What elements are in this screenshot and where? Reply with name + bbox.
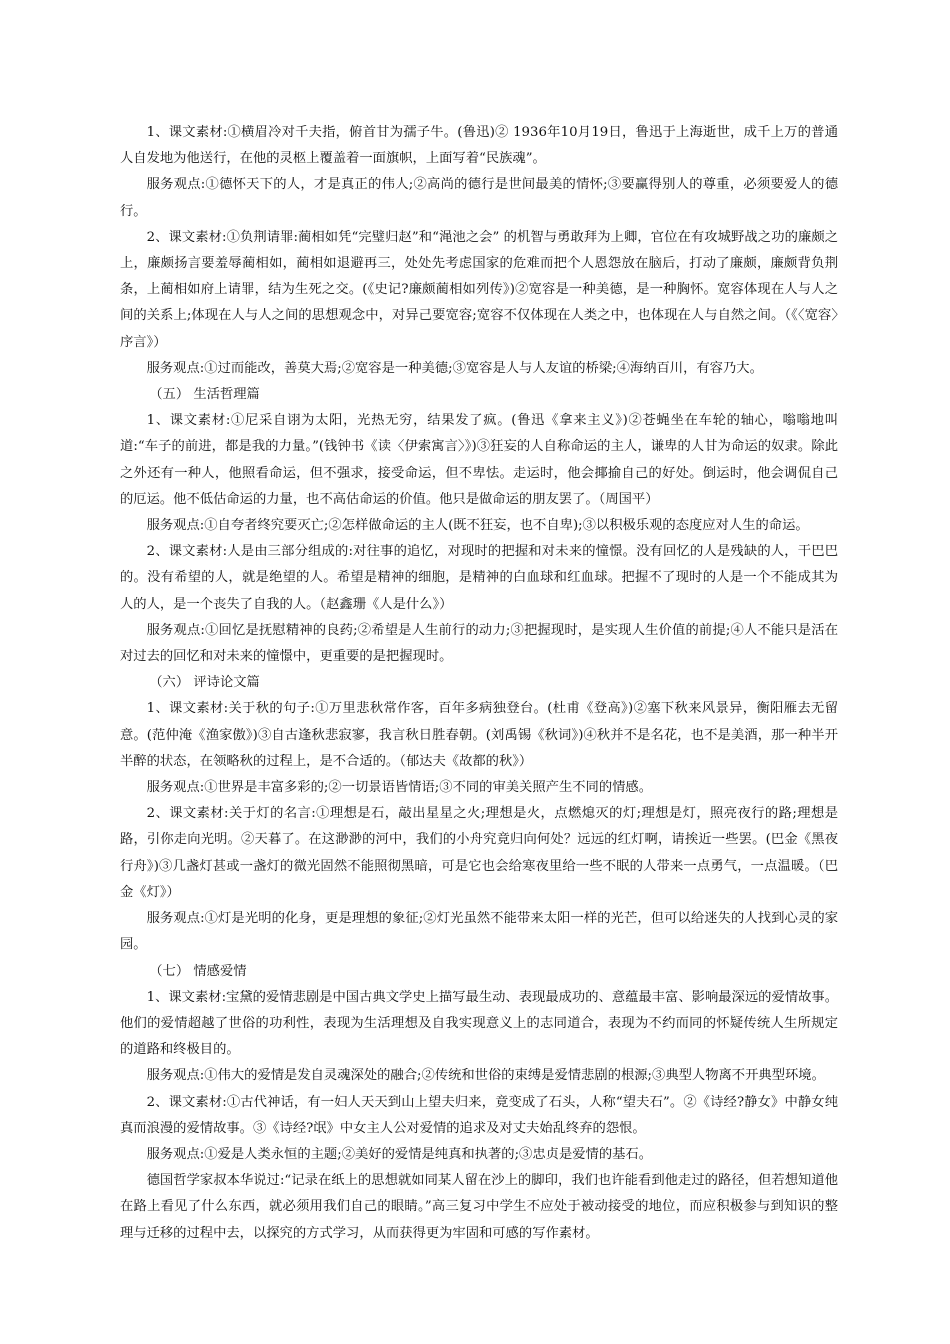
material-paragraph: 1、课文素材:关于秋的句子:①万里悲秋常作客，百年多病独登台。(杜甫《登高》)②塞下秋来风景异，衡阳雁去无留意。(范仲淹《渔家傲》)③自古逢秋悲寂寥，我言秋日胜春朝。(刘禹锡《秋词》)④秋并不是名花，也不是美酒，那一种半开半醉的状态，在领略秋的过程上，是不合适的。（郁达夫《故都的秋》） [120,701,838,769]
viewpoint-paragraph: 服务观点:①过而能改，善莫大焉;②宽容是一种美德;③宽容是人与人友谊的桥梁;④海纳百川，有容乃大。 [146,360,763,376]
material-paragraph: 2、课文素材:①负荆请罪:蔺相如凭“完璧归赵”和“渑池之会” 的机智与勇敢拜为上卿，官位在有攻城野战之功的廉颇之上，廉颇扬言要羞辱蔺相如，蔺相如退避再三，处处先考虑国家的危难而把个人恩怨放在脑后，打动了廉颇，廉颇背负荆条，上蔺相如府上请罪，结为生死之交。(《史记?廉颇蔺相如列传》)②宽容是一种美德，是一种胸怀。宽容体现在人与人之间的关系上;体现在人与人之间的思想观念中，对异己要宽容;宽容不仅体现在人类之中，也体现在人与自然之间。（《〈宽容〉序言》） [120,229,838,350]
material-paragraph: 2、课文素材:①古代神话，有一妇人天天到山上望夫归来，竟变成了石头，人称“望夫石”。②《诗经?静女》中静女纯真而浪漫的爱情故事。③《诗经?氓》中女主人公对爱情的追求及对丈夫始乱终弃的怨恨。 [120,1094,838,1136]
material-paragraph: 2、课文素材:关于灯的名言:①理想是石，敲出星星之火;理想是火，点燃熄灭的灯;理想是灯，照亮夜行的路;理想是路，引你走向光明。②天暮了。在这渺渺的河中，我们的小舟究竟归向何处？远远的红灯啊，请挨近一些罢。(巴金《黑夜行舟》)③几盏灯甚或一盏灯的微光固然不能照彻黑暗，可是它也会给寒夜里给一些不眠的人带来一点勇气，一点温暖。（巴金《灯》） [120,806,838,900]
viewpoint-paragraph: 服务观点:①德怀天下的人，才是真正的伟人;②高尚的德行是世间最美的情怀;③要赢得别人的尊重，必须要爱人的德行。 [120,177,838,219]
section-heading: （五） 生活哲理篇 [149,387,260,403]
section-heading: （七） 情感爱情 [149,963,247,979]
document-page [120,120,838,1247]
viewpoint-paragraph: 服务观点:①自夸者终究要灭亡;②怎样做命运的主人(既不狂妄，也不自卑);③以积极乐观的态度应对人生的命运。 [146,518,809,534]
material-paragraph: 1、课文素材:宝黛的爱情悲剧是中国古典文学史上描写最生动、表现最成功的、意蕴最丰富、影响最深远的爱情故事。他们的爱情超越了世俗的功利性，表现为生活理想及自我实现意义上的志同道合，表现为不约而同的怀疑传统人生所规定的道路和终极目的。 [120,989,838,1058]
viewpoint-paragraph: 服务观点:①爱是人类永恒的主题;②美好的爱情是纯真和执著的;③忠贞是爱情的基石。 [146,1146,653,1162]
material-paragraph: 1、课文素材:①尼采自诩为太阳，光热无穷，结果发了疯。(鲁迅《拿来主义》)②苍蝇坐在车轮的轴心，嗡嗡地叫道:“车子的前进，都是我的力量。”(钱钟书《读〈伊索寓言〉》)③狂妄的人自称命运的主人，谦卑的人甘为命运的奴隶。除此之外还有一种人，他照看命运，但不强求，接受命运，但不卑怯。走运时，他会揶揄自己的好处。倒运时，他会调侃自己的厄运。他不低估命运的力量，也不高估命运的价值。他只是做命运的朋友罢了。（周国平） [120,413,838,507]
viewpoint-paragraph: 服务观点:①伟大的爱情是发自灵魂深处的融合;②传统和世俗的束缚是爱情悲剧的根源;③典型人物离不开典型环境。 [146,1068,825,1084]
section-heading: （六） 评诗论文篇 [149,675,260,691]
viewpoint-paragraph: 服务观点:①灯是光明的化身，更是理想的象征;②灯光虽然不能带来太阳一样的光芒，但可以给迷失的人找到心灵的家园。 [120,911,838,953]
viewpoint-paragraph: 服务观点:①回忆是抚慰精神的良药;②希望是人生前行的动力;③把握现时，是实现人生价值的前提;④人不能只是活在对过去的回忆和对未来的憧憬中，更重要的是把握现时。 [120,622,838,665]
viewpoint-paragraph: 服务观点:①世界是丰富多彩的;②一切景语皆情语;③不同的审美关照产生不同的情感。 [146,780,653,796]
closing-paragraph: 德国哲学家叔本华说过:“记录在纸上的思想就如同某人留在沙上的脚印，我们也许能看到他走过的路径，但若想知道他在路上看见了什么东西，就必须用我们自己的眼睛。”高三复习中学生不应处于被动接受的地位，而应积极参与到知识的整理与迁移的过程中去，以探究的方式学习，从而获得更为牢固和可感的写作素材。 [120,1173,838,1241]
material-paragraph: 2、课文素材:人是由三部分组成的:对往事的追忆，对现时的把握和对未来的憧憬。没有回忆的人是残缺的人，干巴巴的。没有希望的人，就是绝望的人。希望是精神的细胞，是精神的白血球和红血球。把握不了现时的人是一个不能成其为人的人，是一个丧失了自我的人。（赵鑫珊《人是什么》） [120,544,838,612]
material-paragraph: 1、课文素材:①横眉冷对千夫指，俯首甘为孺子牛。(鲁迅)② 1936年10月19日，鲁迅于上海逝世，成千上万的普通人自发地为他送行，在他的灵柩上覆盖着一面旗帜，上面写着“民族魂”。 [120,125,838,167]
